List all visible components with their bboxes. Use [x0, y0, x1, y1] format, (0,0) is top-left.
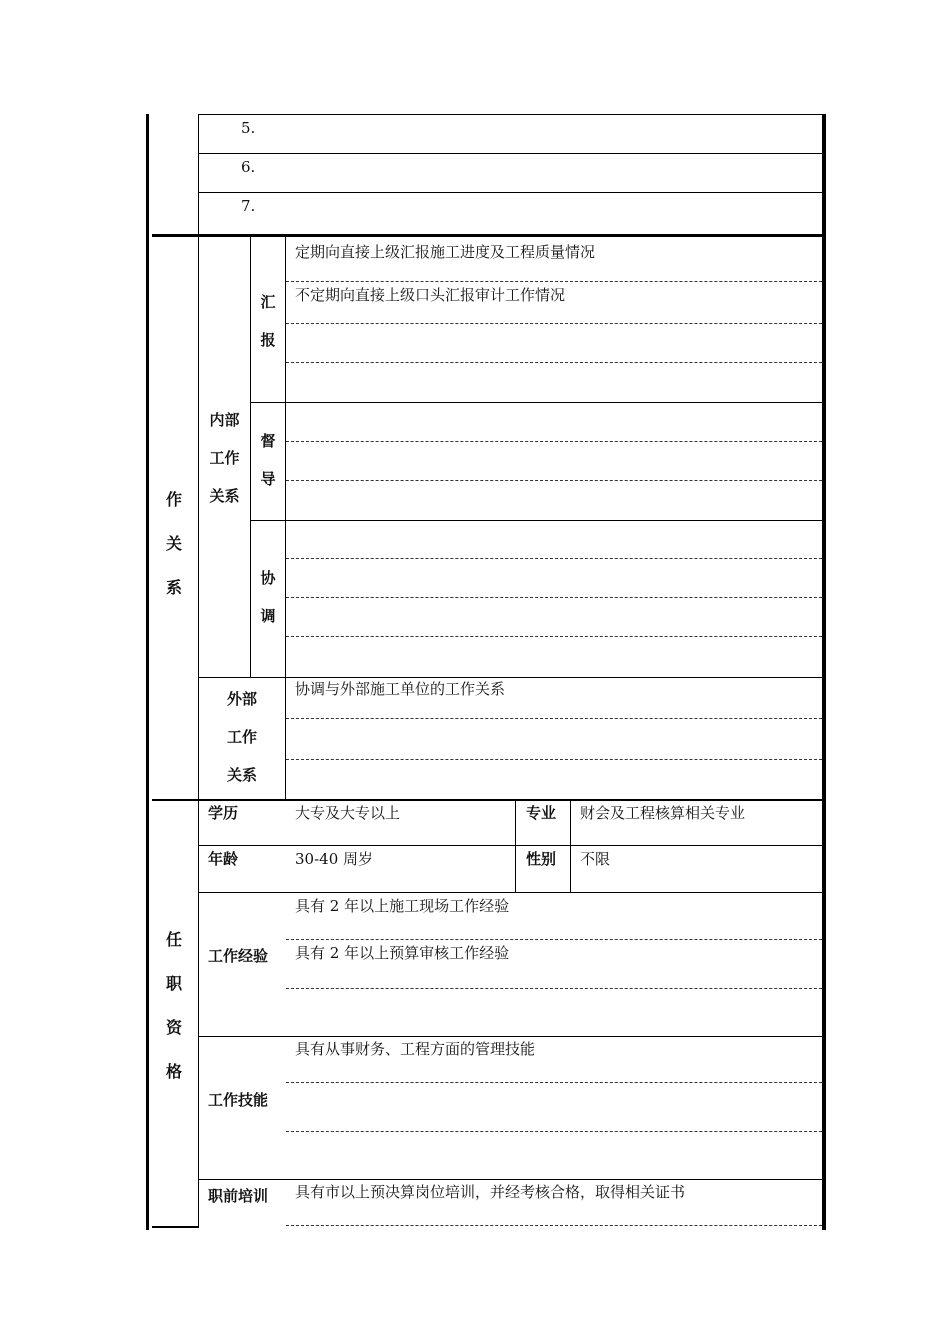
- training-label: 职前培训: [208, 1187, 269, 1205]
- row-number-5: 5.: [241, 119, 256, 137]
- external-line-1: 协调与外部施工单位的工作关系: [295, 680, 506, 698]
- training-line-1: 具有市以上预决算岗位培训，并经考核合格，取得相关证书: [295, 1183, 686, 1201]
- internal-relations-label: 内部 工作 关系: [209, 411, 240, 505]
- coordinate-label: 协 调: [260, 569, 276, 625]
- gender-value: 不限: [580, 850, 611, 868]
- experience-label: 工作经验: [208, 947, 269, 965]
- major-value: 财会及工程核算相关专业: [580, 804, 746, 822]
- work-relations-section-label: 作 关 系: [165, 490, 182, 597]
- row-number-6: 6.: [241, 158, 256, 176]
- supervise-label: 督 导: [260, 432, 276, 488]
- report-line-1: 定期向直接上级汇报施工进度及工程质量情况: [295, 243, 596, 261]
- skills-line-1: 具有从事财务、工程方面的管理技能: [295, 1040, 536, 1058]
- report-label: 汇 报: [260, 293, 276, 349]
- skills-label: 工作技能: [208, 1091, 269, 1109]
- gender-label: 性别: [526, 850, 557, 868]
- age-label: 年龄: [208, 850, 239, 868]
- experience-line-2: 具有 2 年以上预算审核工作经验: [295, 944, 510, 962]
- row-number-7: 7.: [241, 197, 256, 215]
- major-label: 专业: [526, 804, 557, 822]
- experience-line-1: 具有 2 年以上施工现场工作经验: [295, 897, 510, 915]
- age-value: 30-40 周岁: [295, 850, 374, 868]
- qualifications-section-label: 任 职 资 格: [165, 930, 182, 1081]
- external-relations-label: 外部 工作 关系: [226, 690, 257, 784]
- education-label: 学历: [208, 804, 239, 822]
- education-value: 大专及大专以上: [295, 804, 401, 822]
- report-line-2: 不定期向直接上级口头汇报审计工作情况: [295, 286, 566, 304]
